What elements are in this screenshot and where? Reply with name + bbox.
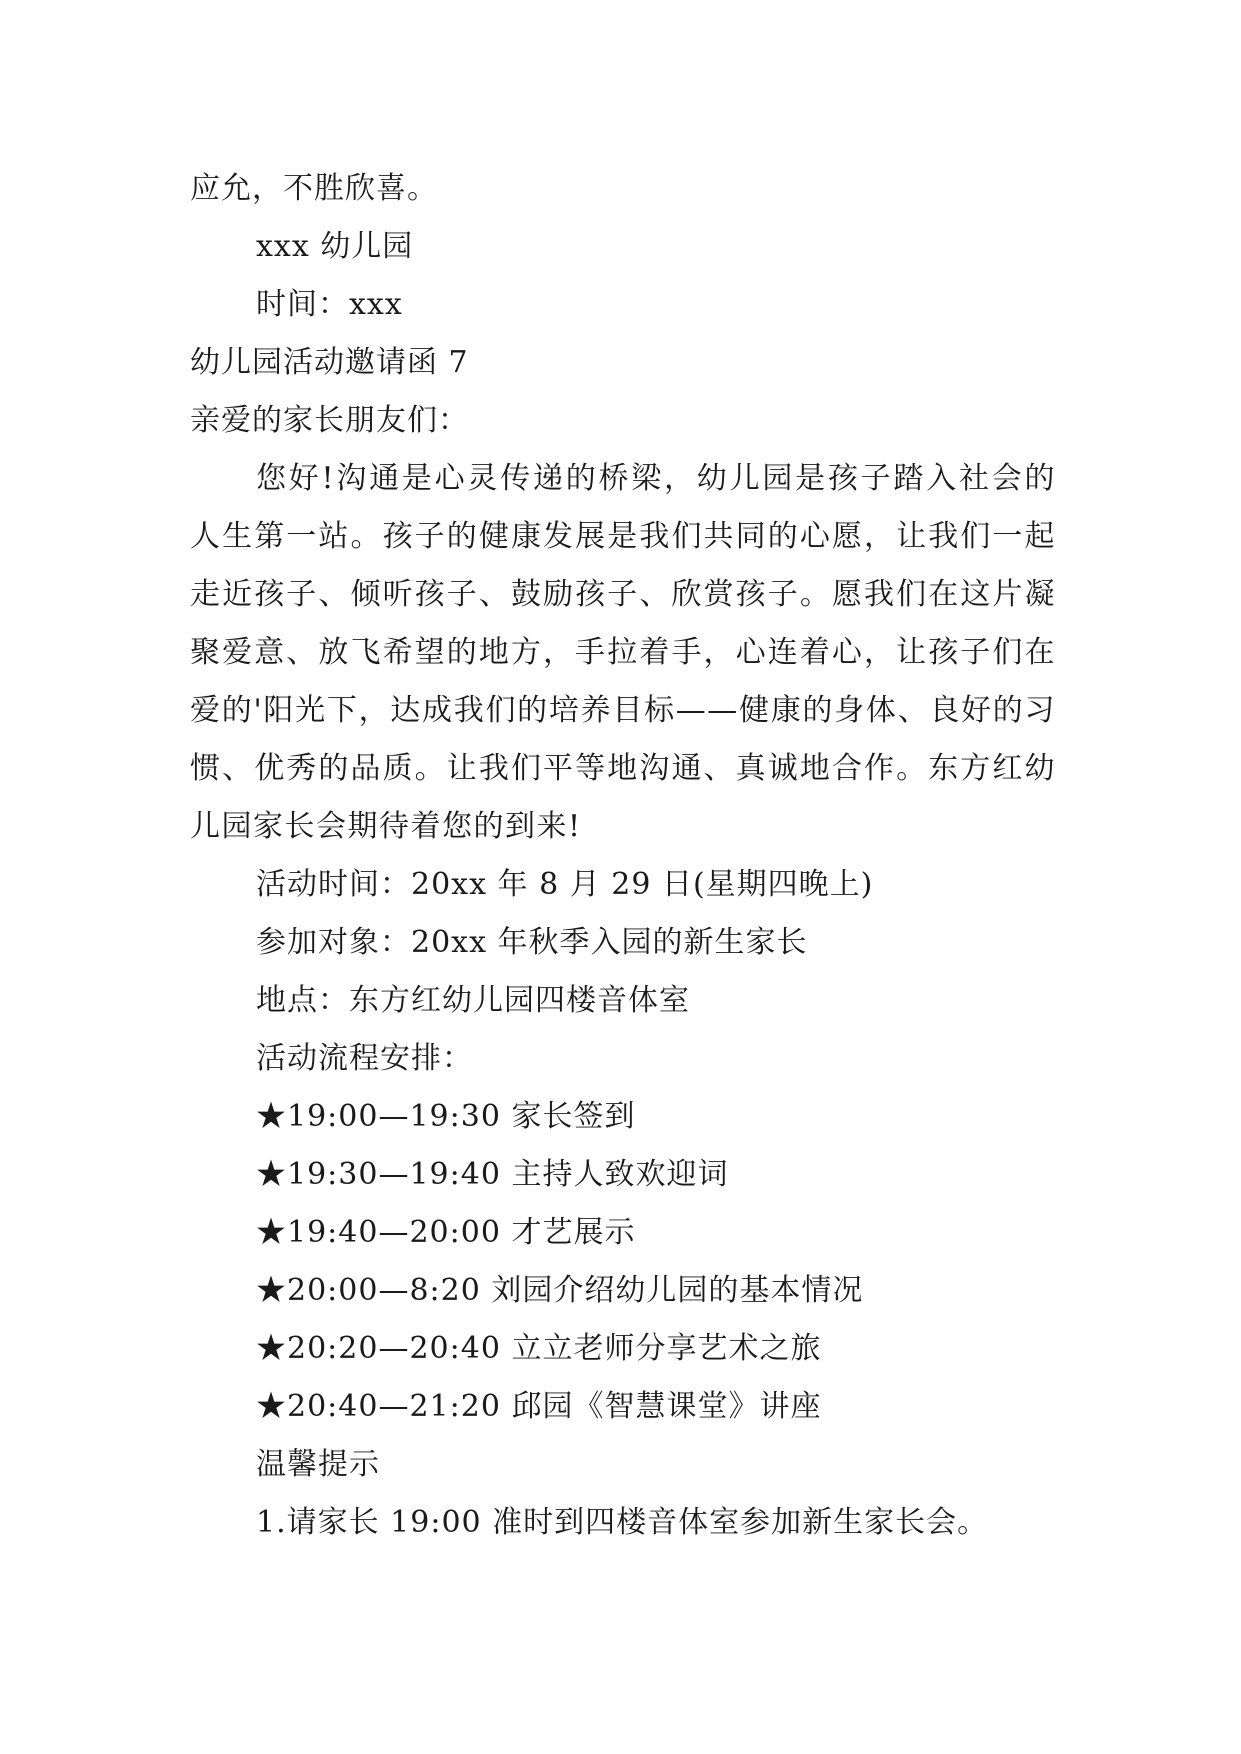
sender-name: xxx 幼儿园 xyxy=(256,229,414,264)
schedule-item: ★19:00—19:30 家长签到 xyxy=(256,1099,636,1134)
schedule-item: ★20:40—21:20 邱园《智慧课堂》讲座 xyxy=(256,1389,822,1424)
schedule-item: ★20:00—8:20 刘园介绍幼儿园的基本情况 xyxy=(256,1273,864,1308)
location: 地点：东方红幼儿园四楼音体室 xyxy=(256,983,690,1018)
salutation: 亲爱的家长朋友们： xyxy=(190,403,469,438)
schedule-item: ★19:40—20:00 才艺展示 xyxy=(256,1215,636,1250)
opening-tail: 应允，不胜欣喜。 xyxy=(190,171,438,206)
tip-item: 1.请家长 19:00 准时到四楼音体室参加新生家长会。 xyxy=(256,1505,989,1540)
body-paragraph: 您好!沟通是心灵传递的桥梁，幼儿园是孩子踏入社会的人生第一站。孩子的健康发展是我们共同的心愿，让我们一起走近孩子、倾听孩子、鼓励孩子、欣赏孩子。愿我们在这片凝聚爱意、放飞希望的地方，手拉着手，心连着心，让孩子们在爱的'阳光下，达成我们的培养目标——健康的身体、良好的习惯、优秀的品质。让我们平等地沟通、真诚地合作。东方红幼儿园家长会期待着您的到来! xyxy=(190,461,1056,844)
schedule-item: ★19:30—19:40 主持人致欢迎词 xyxy=(256,1157,729,1192)
event-time: 活动时间：20xx 年 8 月 29 日(星期四晚上) xyxy=(256,867,874,902)
section-title: 幼儿园活动邀请函 7 xyxy=(190,345,469,380)
schedule-heading: 活动流程安排： xyxy=(256,1041,473,1076)
date-line: 时间：xxx xyxy=(256,287,403,322)
schedule-item: ★20:20—20:40 立立老师分享艺术之旅 xyxy=(256,1331,822,1366)
document-body xyxy=(190,160,1056,1552)
tips-heading: 温馨提示 xyxy=(256,1447,380,1482)
participants: 参加对象：20xx 年秋季入园的新生家长 xyxy=(256,925,808,960)
